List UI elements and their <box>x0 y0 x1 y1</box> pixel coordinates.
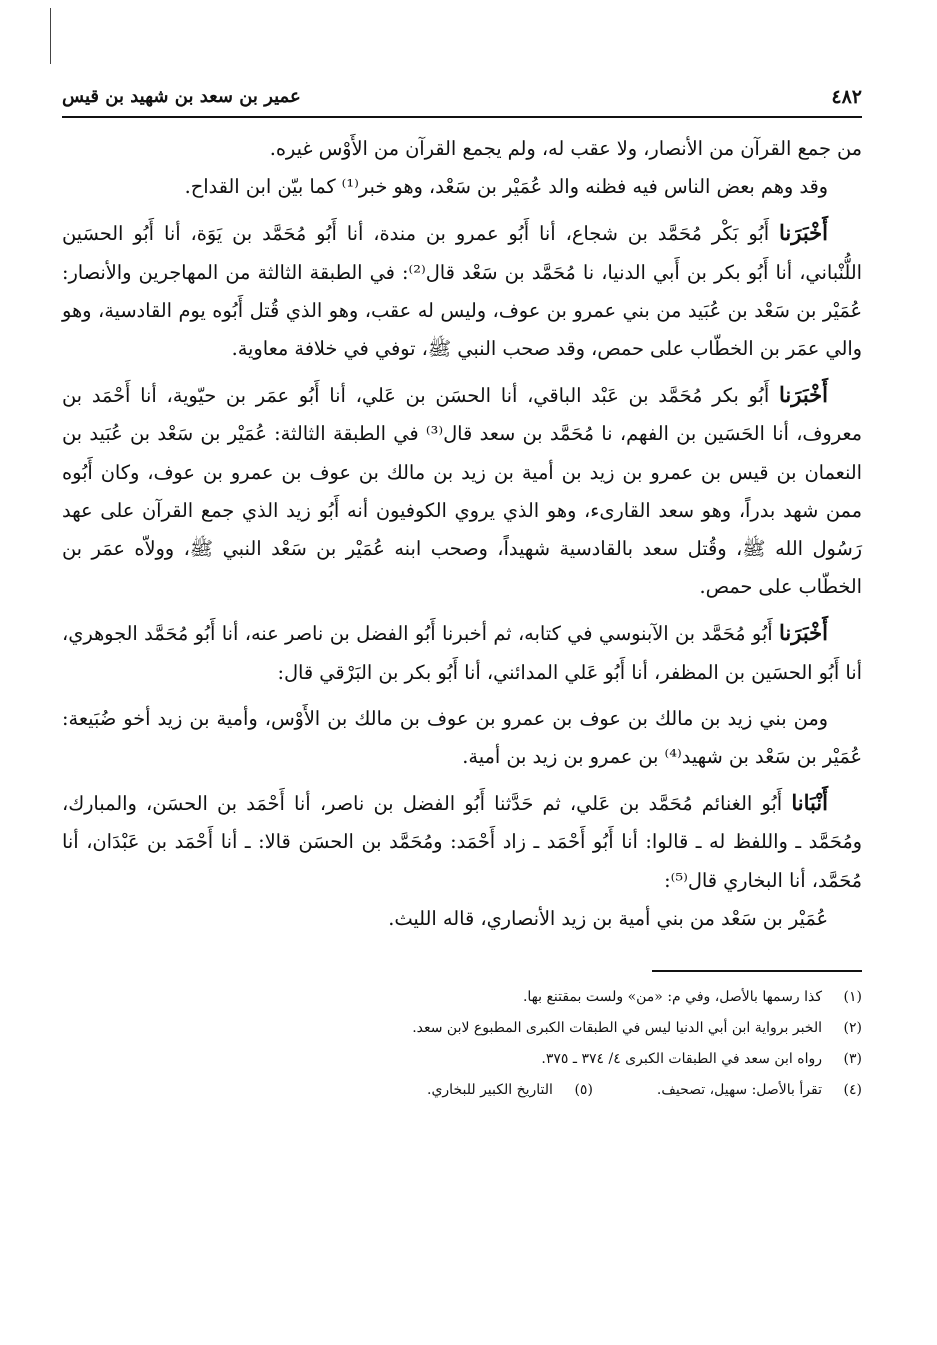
paragraph <box>62 784 862 900</box>
paragraph-text: ومن بني زيد بن مالك بن عوف بن عمرو بن عوف بن مالك بن الأَوْس، وأمية بن زيد أخو ضُبَيعة: عُمَيْر بن سَعْد بن شهيد⁽⁴⁾ بن عمرو بن زيد بن أمية. <box>62 706 862 769</box>
main-text <box>62 130 862 938</box>
paragraph-lead-word: أَخْبَرَنا <box>779 220 828 246</box>
page-number: ٤٨٢ <box>831 86 862 108</box>
paragraph-text: من جمع القرآن من الأنصار، ولا عقب له، ولم يجمع القرآن من الأَوْس غيره. <box>269 137 862 160</box>
footnote-number: (٤) <box>843 1082 862 1099</box>
footnote-text: الخبر برواية ابن أبي الدنيا ليس في الطبقات الكبرى المطبوع لابن سعد. <box>412 1020 822 1037</box>
paragraph <box>62 214 862 368</box>
paragraph-text: عُمَيْر بن سَعْد من بني أمية بن زيد الأنصاري، قاله الليث. <box>388 906 828 930</box>
footnote <box>62 1044 862 1075</box>
footnote-list <box>62 982 862 1075</box>
footnote <box>427 1075 593 1106</box>
footnote-text: كذا رسمها بالأصل، وفي م: «من» ولست بمقتنع بها. <box>522 989 822 1006</box>
footnote <box>62 982 862 1013</box>
paragraph-text: أَبُو بكر مُحَمَّد بن عَبْد الباقي، أنا الحسَن بن عَلي، أنا أَبُو عمَر بن حيّوية، أنا أَحْمَد بن معروف، أنا الحَسَين بن الفهم، نا مُحَمَّد بن سعد قال⁽³⁾ في الطبقة الثالثة: عُمَيْر بن سَعْد بن عُبَيد بن النعمان بن قيس بن عمرو بن زيد بن أمية بن زيد بن مالك بن عوف بن عمرو بن عوف، وكان أَبُوه ممن شهد بدراً، وهو سعد القارىء، وهو الذي يروي الكوفيون أنه أَبُو زيد الذي جمع القرآن على عهد رَسُول الله ﷺ، وقُتل سعد بالقادسية شهيداً، وصحب ابنه عُمَيْر بن سَعْد النبي ﷺ، وولاّه عمَر بن الخطّاب على حمص. <box>62 384 862 599</box>
footnote-number: (٥) <box>574 1082 593 1099</box>
paragraph-text: أَبُو مُحَمَّد بن الآبنوسي في كتابه، ثم أخبرنا أَبُو الفضل بن ناصر عنه، أنا أَبُو مُحَمَّد الجوهري، أنا أَبُو الحسَين بن المظفر، أنا أَبُو عَلي المدائني، أنا أَبُو بكر بن البَرْقي قال: <box>62 622 862 684</box>
running-header <box>62 84 862 118</box>
paragraph-text: وقد وهم بعض الناس فيه فظنه والد عُمَيْر بن سَعْد، وهو خبر⁽¹⁾ كما بيّن ابن القداح. <box>184 175 828 199</box>
paragraph-lead-word: أَخْبَرَنا <box>779 620 828 646</box>
footnote-text: تقرأ بالأصل: سهيل، تصحيف. <box>656 1082 822 1099</box>
footnotes <box>62 970 862 1106</box>
footnote <box>62 1013 862 1044</box>
paragraph-text: أَبُو الغنائم مُحَمَّد بن عَلي، ثم حَدَّثنا أَبُو الفضل بن ناصر، أنا أَحْمَد بن الحسَن، والمبارك، ومُحَمَّد ـ واللفظ له ـ قالوا: أنا أَبُو أَحْمَد ـ زاد أَحْمَد: ومُحَمَّد بن الحسَن قالا: ـ أنا أَحْمَد بن عَبْدَان، أنا مُحَمَّد، أنا البخاري قال⁽⁵⁾: <box>62 792 862 892</box>
paragraph <box>62 168 862 206</box>
footnote <box>657 1075 862 1106</box>
paragraph-text: أَبُو بَكْر مُحَمَّد بن شجاع، أنا أَبُو عمرو بن مندة، أنا أَبُو مُحَمَّد بن يَوَة، أنا أَبُو الحسَين اللُّنْباني، أنا أَبُو بكر بن أَبي الدنيا، نا مُحَمَّد بن سَعْد قال⁽²⁾: في الطبقة الثالثة من المهاجرين والأنصار: عُمَيْر بن سَعْد بن عُبَيد من بني عمرو بن عوف، وليس له عقب، وهو الذي قُتل أَبُوه يوم القادسية، وهو والي عمَر بن الخطّاب على حمص، وقد صحب النبي ﷺ، توفي في خلافة معاوية. <box>62 222 862 361</box>
paragraph <box>62 900 862 938</box>
footnote-rule <box>652 970 862 972</box>
running-title: عمير بن سعد بن شهيد بن قيس <box>62 86 301 107</box>
footnote-number: (١) <box>843 989 862 1006</box>
paragraph <box>62 376 862 606</box>
paragraph <box>62 700 862 776</box>
paragraph <box>62 614 862 691</box>
footnote-text: التاريخ الكبير للبخاري. <box>427 1082 553 1099</box>
footnote-number: (٢) <box>843 1020 862 1037</box>
scan-edge-mark <box>50 8 51 64</box>
footnote-pair-row <box>62 1075 862 1106</box>
paragraph <box>62 130 862 168</box>
footnote-text: رواه ابن سعد في الطبقات الكبرى ٤/ ٣٧٤ ـ ٣٧٥. <box>541 1051 822 1068</box>
paragraph-lead-word: أَنْبَانا <box>791 790 828 816</box>
paragraph-lead-word: أَخْبَرَنا <box>779 382 828 408</box>
book-page <box>62 84 862 1106</box>
footnote-number: (٣) <box>843 1051 862 1068</box>
